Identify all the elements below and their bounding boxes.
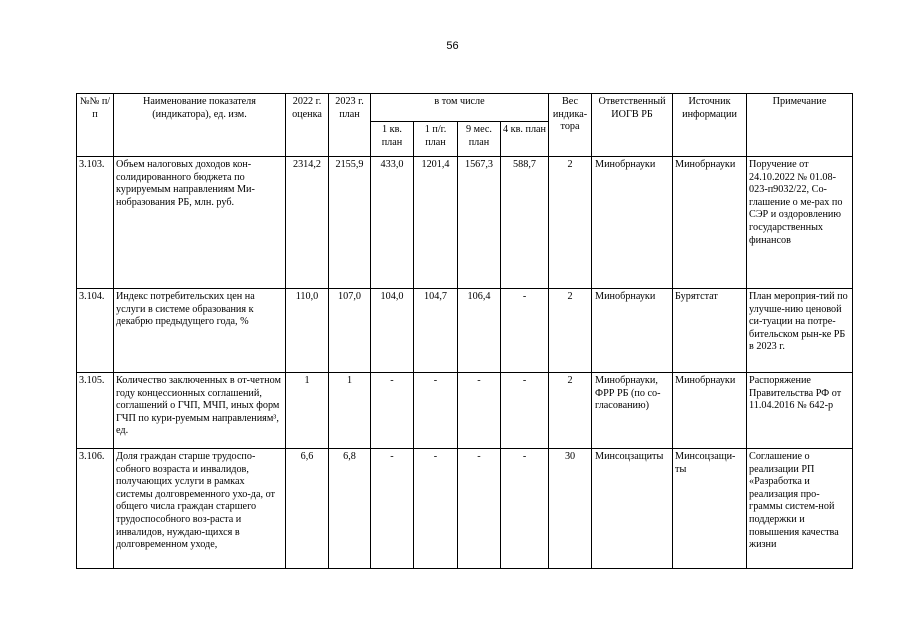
row-responsible: Минсоцзащиты	[592, 449, 673, 569]
row-9m: 106,4	[458, 289, 501, 373]
row-weight: 2	[549, 373, 592, 449]
row-num: 3.103.	[77, 157, 114, 289]
row-num: 3.106.	[77, 449, 114, 569]
row-num: 3.104.	[77, 289, 114, 373]
header-name: Наименование показателя (индикатора), ед. изм.	[114, 94, 286, 157]
row-2022: 6,6	[286, 449, 329, 569]
header-including: в том числе	[371, 94, 549, 122]
row-name: Доля граждан старше трудоспо-собного возраста и инвалидов, получающих услуги в рамках системы долговременного ухо-да, от общего числа граждан старшего трудоспособного воз-раста и инвалидов, нуждаю-щихся в долговременном уходе,	[114, 449, 286, 569]
header-source: Источник информации	[673, 94, 747, 157]
row-q1: 433,0	[371, 157, 414, 289]
row-h1: -	[414, 373, 458, 449]
row-h1: 1201,4	[414, 157, 458, 289]
row-note: Соглашение о реализации РП «Разработка и реализация про-граммы систем-ной поддержки и повышения качества жизни	[747, 449, 853, 569]
row-q1: -	[371, 373, 414, 449]
row-2023: 1	[329, 373, 371, 449]
header-2023: 2023 г. план	[329, 94, 371, 157]
row-q1: -	[371, 449, 414, 569]
row-name: Объем налоговых доходов кон-солидированного бюджета по курируемым направлениям Ми-нобразования РБ, млн. руб.	[114, 157, 286, 289]
table-row	[77, 289, 853, 373]
row-name: Индекс потребительских цен на услуги в системе образования к декабрю предыдущего года, %	[114, 289, 286, 373]
table-header-row	[77, 94, 853, 122]
header-9m: 9 мес. план	[458, 122, 501, 157]
header-q1: 1 кв. план	[371, 122, 414, 157]
table-row	[77, 373, 853, 449]
row-num: 3.105.	[77, 373, 114, 449]
row-source: Минобрнауки	[673, 373, 747, 449]
row-source: Минсоцзащи-ты	[673, 449, 747, 569]
header-note: Примечание	[747, 94, 853, 157]
row-responsible: Минобрнауки	[592, 289, 673, 373]
row-9m: -	[458, 449, 501, 569]
row-responsible: Минобрнауки	[592, 157, 673, 289]
header-h1: 1 п/г. план	[414, 122, 458, 157]
row-name: Количество заключенных в от-четном году концессионных соглашений, соглашений о ГЧП, МЧП, иных форм ГЧП по кури-руемым направлениям³, ед.	[114, 373, 286, 449]
header-weight: Вес индика-тора	[549, 94, 592, 157]
table-row	[77, 157, 853, 289]
row-note: План мероприя-тий по улучше-нию ценовой си-туации на потре-бительском рын-ке РБ в 2023 г.	[747, 289, 853, 373]
header-responsible: Ответственный ИОГВ РБ	[592, 94, 673, 157]
row-q4: 588,7	[501, 157, 549, 289]
row-q4: -	[501, 449, 549, 569]
header-q4: 4 кв. план	[501, 122, 549, 157]
page-number: 56	[446, 40, 459, 52]
row-source: Бурятстат	[673, 289, 747, 373]
indicators-table	[76, 93, 853, 569]
row-2023: 107,0	[329, 289, 371, 373]
row-2022: 2314,2	[286, 157, 329, 289]
row-weight: 30	[549, 449, 592, 569]
row-2022: 110,0	[286, 289, 329, 373]
row-weight: 2	[549, 289, 592, 373]
row-2023: 2155,9	[329, 157, 371, 289]
row-h1: -	[414, 449, 458, 569]
row-2022: 1	[286, 373, 329, 449]
row-responsible: Минобрнауки, ФРР РБ (по со-гласованию)	[592, 373, 673, 449]
header-num: №№ п/п	[77, 94, 114, 157]
row-note: Поручение от 24.10.2022 № 01.08-023-п9032/22, Со-глашение о ме-рах по СЭР и оздоровлению государственных финансов	[747, 157, 853, 289]
row-q4: -	[501, 373, 549, 449]
row-weight: 2	[549, 157, 592, 289]
header-2022: 2022 г. оценка	[286, 94, 329, 157]
row-note: Распоряжение Правительства РФ от 11.04.2016 № 642-р	[747, 373, 853, 449]
row-q1: 104,0	[371, 289, 414, 373]
row-9m: -	[458, 373, 501, 449]
row-source: Минобрнауки	[673, 157, 747, 289]
row-h1: 104,7	[414, 289, 458, 373]
table-row	[77, 449, 853, 569]
row-9m: 1567,3	[458, 157, 501, 289]
row-2023: 6,8	[329, 449, 371, 569]
row-q4: -	[501, 289, 549, 373]
